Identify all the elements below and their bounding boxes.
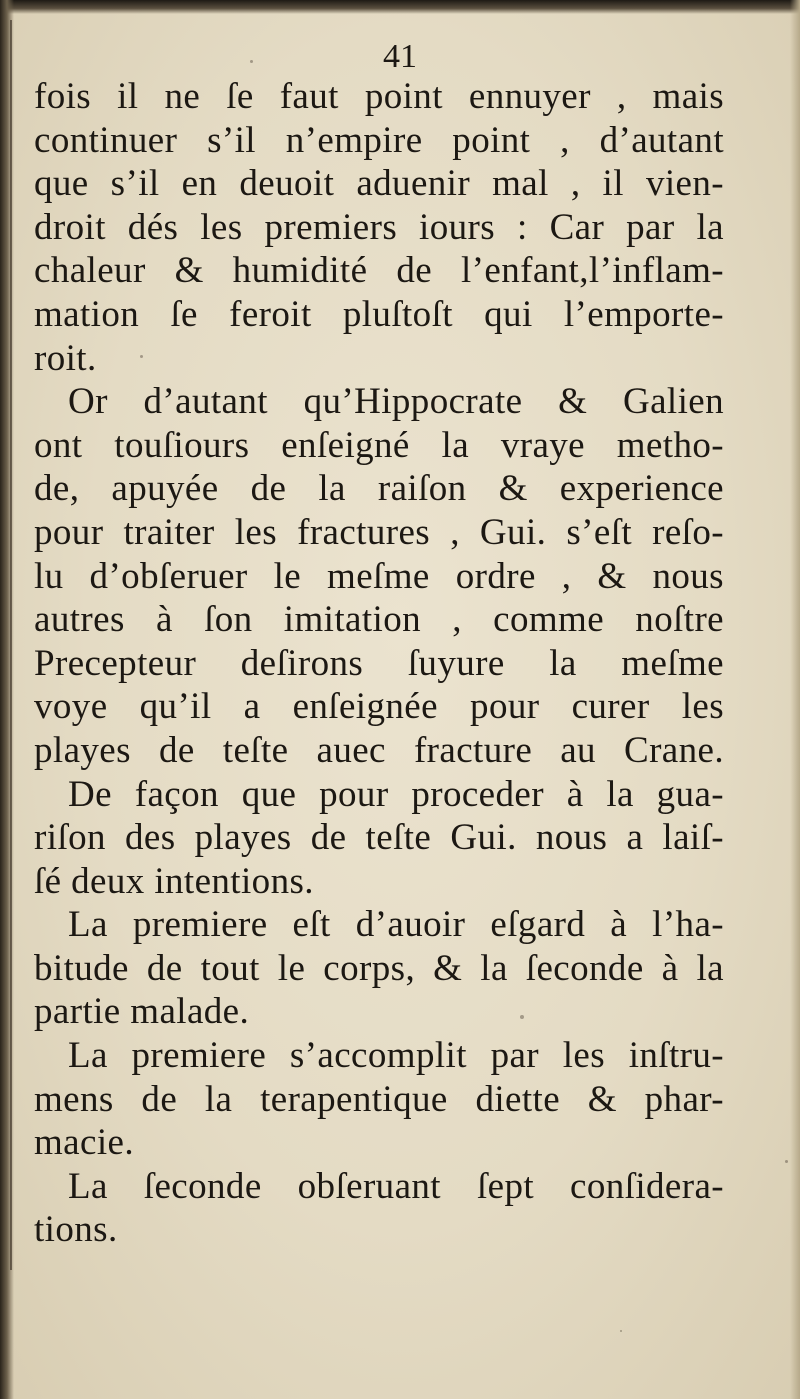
text-line: droit dés les premiers iours : Car par la [34,206,724,248]
page-number: 41 [383,38,417,75]
page-right-edge [790,0,800,1399]
text-line: voye qu’il a enſeignée pour curer les [34,686,724,728]
text-line: lu d’obſeruer le meſme ordre , & nous [34,555,724,597]
binding-line [10,20,12,1270]
text-line: ont touſiours enſeigné la vraye metho- [34,424,724,466]
text-line: mation ſe feroit pluſtoſt qui l’emporte- [34,293,724,335]
text-line: que s’il en deuoit aduenir mal , il vien- [34,163,724,205]
body-text [34,75,724,1252]
text-line: macie. [34,1122,134,1164]
text-line: mens de la terapentique diette & phar- [34,1078,724,1120]
paper-speck [520,1015,524,1019]
text-line: Precepteur deſirons ſuyure la meſme [34,642,724,684]
text-line: autres à ſon imitation , comme noſtre [34,599,724,641]
paper-speck [785,1160,788,1163]
paper-speck [140,355,143,358]
text-line: tions. [34,1209,118,1251]
text-line: playes de teſte auec fracture au Crane. [34,729,724,771]
text-line: Or d’autant qu’Hippocrate & Galien [68,381,724,423]
text-line: De façon que pour proceder à la gua- [68,773,724,815]
text-line: La premiere eſt d’auoir eſgard à l’ha- [68,904,724,946]
text-line: La premiere s’accomplit par les inſtru- [68,1035,724,1077]
text-line: chaleur & humidité de l’enfant,l’inflam- [34,250,724,292]
text-line: ſé deux intentions. [34,860,314,902]
page-top-edge [0,0,800,14]
text-line: riſon des playes de teſte Gui. nous a laiſ- [34,817,724,859]
text-line: La ſeconde obſeruant ſept conſidera- [68,1165,724,1207]
paper-speck [620,1330,622,1332]
text-line: partie malade. [34,991,250,1033]
paper-speck [250,60,253,63]
text-line: continuer s’il n’empire point , d’autant [34,119,724,161]
text-line: fois il ne ſe faut point ennuyer , mais [34,76,724,117]
text-line: pour traiter les fractures , Gui. s’eſt reſo- [34,511,724,553]
text-line: bitude de tout le corps, & la ſeconde à la [34,947,724,989]
text-line: roit. [34,337,97,379]
text-line: de, apuyée de la raiſon & experience [34,468,724,510]
